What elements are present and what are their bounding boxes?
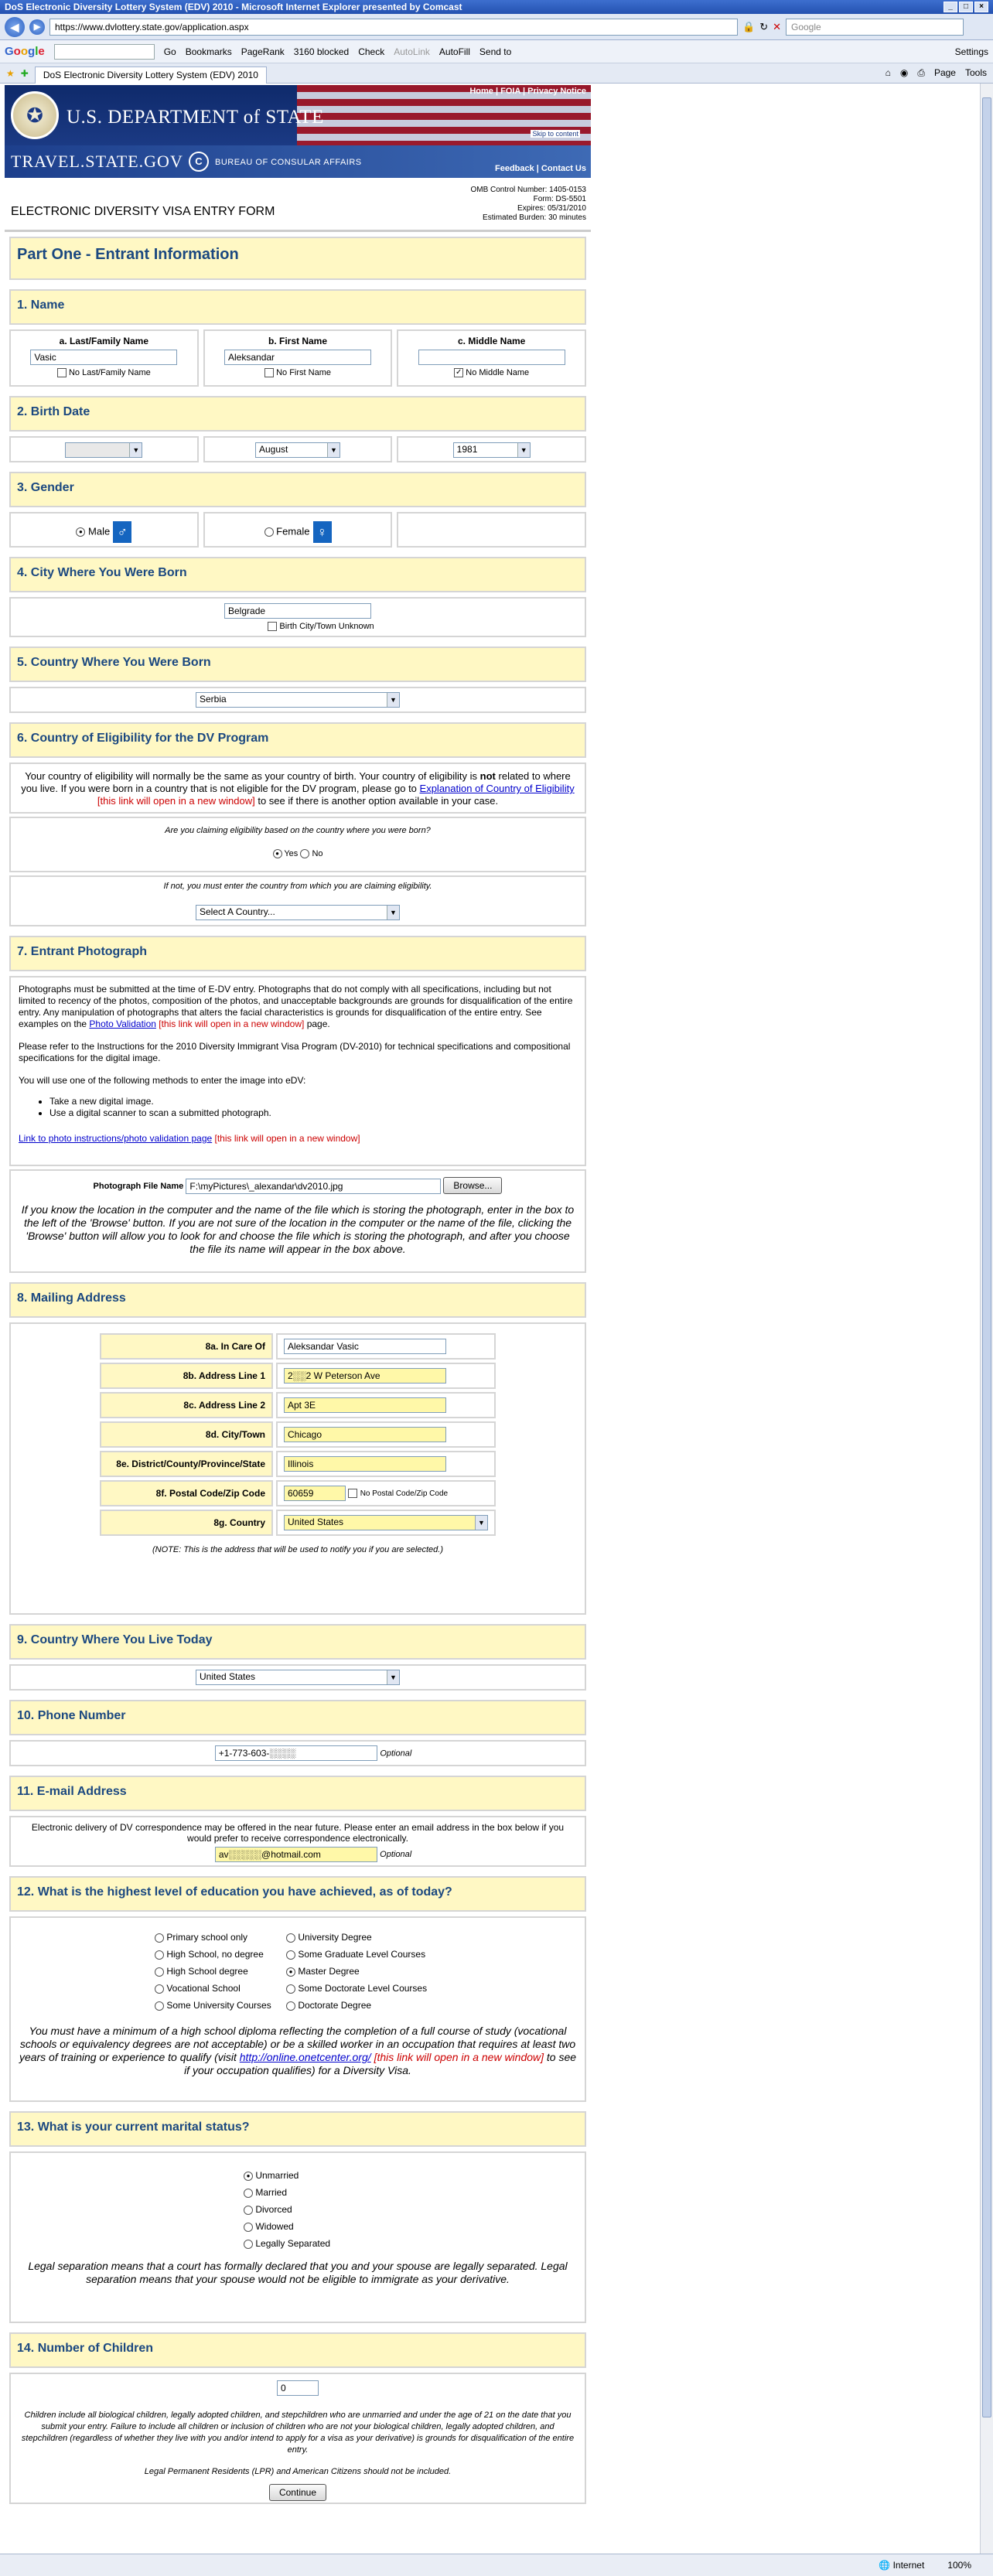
omb-line: OMB Control Number: 1405-0153 (470, 185, 586, 194)
toolbar-autolink[interactable]: AutoLink (394, 46, 430, 57)
marital-radio[interactable] (244, 2240, 253, 2249)
department-name: U.S. DEPARTMENT of STATE (67, 107, 324, 128)
birth-month-select[interactable] (255, 442, 340, 458)
chevron-down-icon: ▼ (387, 906, 399, 920)
toolbar-autofill[interactable]: AutoFill (438, 46, 470, 57)
section-phone-heading: 10. Phone Number (9, 1700, 586, 1735)
birth-month-cell (203, 436, 393, 462)
eligibility-yes-radio[interactable]: ● (273, 849, 282, 858)
google-toolbar (0, 40, 993, 63)
mailing-label: 8b. Address Line 1 (100, 1363, 273, 1389)
window-controls (944, 2, 988, 12)
education-note (19, 2025, 577, 2077)
in-care-of-input[interactable]: Aleksandar Vasic (284, 1339, 446, 1354)
section-birth-country-heading: 5. Country Where You Were Born (9, 647, 586, 682)
mailing-label: 8e. District/County/Province/State (100, 1451, 273, 1477)
education-option (155, 1932, 286, 1943)
birth-date-row (9, 436, 586, 462)
mailing-label: 8d. City/Town (100, 1421, 273, 1448)
education-option (155, 2000, 286, 2011)
home-icon[interactable]: ⌂ (885, 67, 891, 78)
birth-country-box (9, 687, 586, 713)
section-birth-city-heading: 4. City Where You Were Born (9, 557, 586, 592)
education-option (286, 1966, 441, 1977)
marital-label: Unmarried (255, 2170, 299, 2181)
marital-radio[interactable] (244, 2189, 253, 2198)
no-last-name-checkbox[interactable] (57, 368, 67, 377)
feedback-links[interactable]: Feedback | Contact Us (495, 164, 586, 173)
gender-male-cell (9, 512, 199, 548)
chevron-down-icon: ▼ (517, 443, 530, 457)
address-line-2-input[interactable]: Apt 3E (284, 1397, 446, 1413)
education-note-text: You must have a minimum of a high school diploma reflecting the completion of a full course of study (vocational schools or equivalency degrees are not acceptable) or be a skilled worker in an occupation that requires at least two years of training or experience to qualify (visit (19, 2025, 576, 2063)
skip-link[interactable]: Skip to content (532, 130, 578, 138)
children-text-2: Legal Permanent Residents (LPR) and American Citizens should not be included. (144, 2467, 452, 2476)
part-one-heading: Part One - Entrant Information (9, 237, 586, 280)
education-radio[interactable] (155, 1933, 164, 1943)
mailing-row (100, 1421, 496, 1448)
birth-month-value: August (259, 444, 288, 455)
photo-method-2: • Use a digital scanner to scan a submitted photograph. (49, 1107, 577, 1119)
no-first-name-checkbox[interactable] (264, 368, 274, 377)
birth-city-unknown-label: Birth City/Town Unknown (279, 622, 374, 631)
middle-name-input[interactable] (418, 350, 565, 365)
section-eligibility-heading: 6. Country of Eligibility for the DV Program (9, 722, 586, 758)
address-bar (0, 14, 993, 40)
section-name-heading: 1. Name (9, 289, 586, 325)
email-box (9, 1816, 586, 1867)
birth-city-box (9, 597, 586, 637)
state-input[interactable]: Illinois (284, 1456, 446, 1472)
mailing-value-cell (276, 1510, 496, 1536)
children-text: Children include all biological children, legally adopted children, and stepchildren who are unmarried and under the age of 21 on the date that you submit your entry. Failure to include all children or inclusion of children who are not your biological children, legally adopted children, and stepchildren (regardless of whether they live with you and/or intend to apply for a visa as your derivative) is grounds for disqualification of the entire entry. (21, 2411, 575, 2455)
photo-file-input[interactable]: F:\myPictures\_alexandar\dv2010.jpg (186, 1179, 441, 1194)
eligibility-text: Your country of eligibility will normally be the same as your country of birth. Your country of eligibility is (25, 770, 478, 782)
children-box (9, 2373, 586, 2504)
marital-radio[interactable] (244, 2223, 253, 2232)
mailing-row (100, 1451, 496, 1477)
zone-label: Internet (892, 2560, 925, 2571)
status-bar (0, 2554, 993, 2576)
consular-logo-icon: C (189, 152, 209, 172)
eligibility-question-box (9, 817, 586, 872)
education-label: Some Doctorate Level Courses (298, 1983, 428, 1994)
new-window-note: [this link will open in a new window] (214, 1133, 360, 1144)
email-optional: Optional (380, 1850, 412, 1860)
female-label: Female (276, 525, 310, 537)
add-favorite-icon[interactable]: ✚ (20, 67, 29, 79)
marital-option (244, 2235, 352, 2252)
education-radio[interactable] (155, 1967, 164, 1977)
mailing-value-cell (276, 1392, 496, 1418)
education-option (155, 1966, 286, 1977)
new-window-note: [this link will open in a new window] (97, 795, 255, 807)
photo-text-3: You will use one of the following methods to enter the image into eDV: (19, 1075, 306, 1086)
education-radio[interactable] (286, 1984, 295, 1994)
mailing-row (100, 1333, 496, 1360)
mailing-value-cell (276, 1421, 496, 1448)
phone-input[interactable]: +1-773-603-░░░░ (215, 1745, 377, 1761)
middle-name-cell (397, 329, 586, 387)
first-name-label: b. First Name (268, 336, 328, 346)
section-marital-heading: 13. What is your current marital status? (9, 2111, 586, 2147)
toolbar-pagerank[interactable]: PageRank (241, 46, 285, 57)
education-box (9, 1916, 586, 2102)
birth-day-cell (9, 436, 199, 462)
refresh-icon[interactable]: ↻ (759, 20, 769, 32)
mailing-country-select[interactable] (284, 1515, 488, 1530)
phone-box (9, 1740, 586, 1766)
maximize-button[interactable]: □ (959, 2, 973, 12)
phone-optional: Optional (380, 1749, 412, 1759)
section-photo-heading: 7. Entrant Photograph (9, 936, 586, 971)
state-dept-banner (5, 85, 591, 178)
last-name-input[interactable]: Vasic (30, 350, 177, 365)
middle-name-label: c. Middle Name (458, 336, 526, 346)
mailing-note: (NOTE: This is the address that will be used to notify you if you are selected.) (152, 1545, 443, 1554)
photo-instructions-link[interactable]: Link to photo instructions/photo validation page (19, 1133, 213, 1144)
feeds-icon[interactable]: ◉ (899, 67, 909, 78)
education-label: Some University Courses (166, 2000, 271, 2011)
photo-text-1-end: page. (306, 1018, 330, 1029)
education-label: University Degree (298, 1932, 372, 1943)
birth-city-unknown-checkbox[interactable] (268, 622, 277, 631)
internet-zone (879, 2560, 924, 2571)
live-country-select[interactable] (196, 1670, 400, 1685)
live-country-box (9, 1664, 586, 1691)
marital-label: Legally Separated (255, 2238, 331, 2249)
chevron-down-icon: ▼ (327, 443, 340, 457)
mailing-label: 8a. In Care Of (100, 1333, 273, 1360)
continue-button[interactable]: Continue (269, 2484, 326, 2501)
education-radio[interactable] (286, 2001, 295, 2011)
toolbar-popup-blocked[interactable]: 3160 blocked (293, 46, 350, 57)
education-option (286, 1983, 441, 1994)
section-birth-date-heading: 2. Birth Date (9, 396, 586, 432)
toolbar-go[interactable]: Go (163, 46, 176, 57)
forward-button[interactable]: ▶ (29, 19, 45, 35)
new-window-note: [this link will open in a new window] (374, 2051, 544, 2063)
no-label: No (312, 849, 323, 858)
tab-bar (0, 63, 993, 84)
mailing-country-value: United States (288, 1517, 344, 1527)
lock-icon[interactable]: 🔒 (742, 20, 756, 32)
birth-city-input[interactable]: Belgrade (224, 603, 371, 619)
form-title: ELECTRONIC DIVERSITY VISA ENTRY FORM (11, 204, 275, 218)
email-text: Electronic delivery of DV correspondence may be offered in the near future. Please enter an email address in the box below if you would prefer to receive correspondence electronically. (31, 1822, 565, 1844)
eligibility-no-radio[interactable] (300, 849, 309, 858)
edv-page (5, 85, 591, 2507)
page-menu[interactable]: Page (933, 67, 956, 78)
marital-options (244, 2167, 352, 2252)
omb-info (470, 186, 591, 223)
section-education-heading: 12. What is the highest level of education you have achieved, as of today? (9, 1876, 586, 1912)
address-line-1-input[interactable]: 2░░2 W Peterson Ave (284, 1368, 446, 1384)
omb-line: Form: DS-5501 (533, 194, 586, 203)
marital-label: Widowed (255, 2221, 294, 2232)
photo-method-1: • Take a new digital image. (49, 1096, 577, 1107)
education-label: Master Degree (298, 1966, 360, 1977)
section-children-heading: 14. Number of Children (9, 2332, 586, 2368)
photo-text-1: Photographs must be submitted at the time of E-DV entry. Photographs that do not comply with all specifications, including but not limited to recency of the photos, composition of the photos, and unacceptable backgrounds are grounds for disqualification of the entire entry. Any manipulation of photographs that alters the facial characteristics is grounds for disqualification of the entire entry. See examples on the (19, 984, 573, 1029)
eligibility-country-box (9, 875, 586, 926)
photo-validation-link[interactable]: Photo Validation (89, 1018, 156, 1029)
birth-country-value: Serbia (200, 694, 227, 705)
education-label: Doctorate Degree (298, 2000, 372, 2011)
education-option (155, 1983, 286, 1994)
eligibility-country-value: Select A Country... (200, 906, 275, 917)
browse-button[interactable]: Browse... (443, 1177, 502, 1194)
mailing-label: 8c. Address Line 2 (100, 1392, 273, 1418)
mailing-value-cell (276, 1451, 496, 1477)
education-radio[interactable] (155, 2001, 164, 2011)
section-gender-heading: 3. Gender (9, 472, 586, 507)
no-postal-code-checkbox[interactable] (348, 1489, 357, 1498)
gender-female-cell (203, 512, 393, 548)
first-name-cell (203, 329, 393, 387)
first-name-input[interactable]: Aleksandar (224, 350, 371, 365)
email-input[interactable]: av░░░░░@hotmail.com (215, 1847, 377, 1862)
marital-label: Married (255, 2187, 288, 2198)
education-radio[interactable] (286, 1950, 295, 1960)
bureau-name: BUREAU OF CONSULAR AFFAIRS (215, 158, 362, 167)
google-logo: Google (5, 45, 45, 58)
mailing-box (9, 1322, 586, 1615)
print-icon[interactable]: ⎙ (917, 67, 925, 78)
scroll-thumb[interactable] (982, 97, 991, 2417)
education-label: Some Graduate Level Courses (298, 1949, 426, 1960)
marital-radio[interactable] (244, 2206, 253, 2215)
eligibility-info-box (9, 763, 586, 814)
travel-site-name: TRAVEL.STATE.GOV (11, 152, 183, 171)
postal-code-input[interactable]: 60659 (284, 1486, 346, 1501)
education-radio[interactable] (286, 1933, 295, 1943)
toolbar-sendto[interactable]: Send to (479, 46, 512, 57)
education-option (286, 1949, 441, 1960)
photo-instructions-box (9, 976, 586, 1166)
window-titlebar (0, 0, 993, 14)
eligibility-text-b: related to where you live. If you were born in a country that is not eligible for the DV program, please go to (21, 770, 571, 794)
education-label: High School, no degree (166, 1949, 264, 1960)
birth-year-select[interactable] (453, 442, 531, 458)
tools-menu[interactable]: Tools (964, 67, 987, 78)
toolbar-settings[interactable]: Settings (954, 46, 988, 57)
last-name-cell (9, 329, 199, 387)
education-label: High School degree (166, 1966, 248, 1977)
birth-country-select[interactable] (196, 692, 400, 708)
page-viewport (0, 84, 993, 2554)
section-mailing-heading: 8. Mailing Address (9, 1282, 586, 1318)
eligibility-country-instruction: If not, you must enter the country from which you are claiming eligibility. (163, 882, 432, 891)
top-links[interactable]: Home | FOIA | Privacy Notice (469, 87, 586, 96)
photo-upload-note: If you know the location in the computer and the name of the file which is storing the photograph, enter in the box to the left of the 'Browse' button. If you are not sure of the location in the computer or the name of the file, clicking the 'Browse' button will allow you to look for and choose the file which is storing the photograph, and after you choose the file its name will appear in the box above. (21, 1203, 575, 1256)
eligibility-not: not (479, 770, 496, 782)
children-count-input[interactable]: 0 (277, 2380, 319, 2396)
url-field[interactable]: https://www.dvlottery.state.gov/application.aspx (49, 19, 738, 36)
zoom-level[interactable]: 100% (947, 2560, 971, 2571)
marital-option (244, 2201, 352, 2218)
marital-option (244, 2218, 352, 2235)
toolbar-check[interactable]: Check (358, 46, 385, 57)
female-person-icon: ♀ (313, 521, 332, 543)
gender-empty-cell (397, 512, 586, 548)
name-row (9, 329, 586, 387)
chevron-down-icon: ▼ (475, 1516, 487, 1530)
onet-link[interactable]: http://online.onetcenter.org/ (239, 2051, 371, 2063)
marital-box (9, 2151, 586, 2323)
education-radio[interactable] (155, 1984, 164, 1994)
close-button[interactable]: × (974, 2, 988, 12)
form-header (5, 178, 591, 232)
marital-radio-selected[interactable]: ● (244, 2172, 253, 2181)
education-note-end: to see if your occupation qualifies) for a Diversity Visa. (184, 2051, 577, 2076)
female-radio[interactable] (264, 527, 274, 537)
mailing-row (100, 1510, 496, 1536)
photo-text-2: Please refer to the Instructions for the 2010 Diversity Immigrant Visa Program (DV-2010) for technical specifications and compositional specifications for the digital image. (19, 1041, 571, 1063)
state-seal-icon: ✪ (11, 91, 59, 139)
eligibility-link[interactable]: Explanation of Country of Eligibility (419, 783, 575, 794)
section-live-country-heading: 9. Country Where You Live Today (9, 1624, 586, 1660)
education-label: Vocational School (166, 1983, 241, 1994)
birth-day-select[interactable] (65, 442, 142, 458)
yes-label: Yes (284, 849, 299, 858)
minimize-button[interactable]: _ (944, 2, 957, 12)
tab-edv[interactable]: DoS Electronic Diversity Lottery System (EDV) 2010 (35, 67, 267, 84)
omb-line: Estimated Burden: 30 minutes (483, 213, 586, 222)
window-title: DoS Electronic Diversity Lottery System (EDV) 2010 - Microsoft Internet Explorer presented by Comcast (5, 2, 462, 12)
photo-upload-box (9, 1169, 586, 1273)
mailing-value-cell (276, 1363, 496, 1389)
education-label: Primary school only (166, 1932, 248, 1943)
no-first-name-label: No First Name (276, 368, 331, 377)
vertical-scrollbar[interactable] (980, 84, 993, 2554)
mailing-row (100, 1392, 496, 1418)
photo-file-label: Photograph File Name (93, 1182, 184, 1191)
education-radio-selected[interactable]: ● (286, 1967, 295, 1977)
education-option (286, 1932, 441, 1943)
mailing-table (97, 1330, 499, 1539)
marital-note: Legal separation means that a court has formally declared that you and your spouse are legally separated. Legal separation means that your spouse would not be eligible to immigrate as your derivative. (28, 2260, 568, 2285)
chevron-down-icon: ▼ (387, 1670, 399, 1684)
marital-option (244, 2167, 352, 2184)
mailing-row (100, 1480, 496, 1506)
mailing-value-cell (276, 1333, 496, 1360)
education-option (155, 1949, 286, 1960)
birth-year-value: 1981 (456, 444, 478, 455)
gender-row (9, 512, 586, 548)
toolbar-search-input[interactable] (54, 44, 155, 60)
marital-option (244, 2184, 352, 2201)
live-country-value: United States (200, 1671, 256, 1682)
marital-label: Divorced (255, 2204, 292, 2215)
mailing-value-cell (276, 1480, 496, 1506)
eligibility-country-select[interactable] (196, 905, 400, 920)
section-email-heading: 11. E-mail Address (9, 1776, 586, 1811)
male-label: Male (88, 525, 111, 537)
chevron-down-icon: ▼ (129, 443, 142, 457)
stop-icon[interactable]: ✕ (773, 20, 781, 32)
education-options (155, 1932, 441, 2011)
education-radio[interactable] (155, 1950, 164, 1960)
no-middle-name-checkbox[interactable]: ✓ (455, 368, 462, 377)
eligibility-text-c: to see if there is another option available in your case. (258, 795, 499, 807)
no-postal-code-label: No Postal Code/Zip Code (360, 1489, 449, 1499)
chevron-down-icon: ▼ (387, 693, 399, 707)
globe-icon: 🌐 (879, 2560, 891, 2571)
birth-year-cell (397, 436, 586, 462)
last-name-label: a. Last/Family Name (59, 336, 149, 346)
eligibility-question: Are you claiming eligibility based on the country where you were born? (165, 826, 431, 835)
search-input[interactable]: Google (786, 19, 964, 36)
no-last-name-label: No Last/Family Name (68, 368, 151, 377)
no-middle-name-label: No Middle Name (466, 368, 530, 377)
mailing-label: 8g. Country (100, 1510, 273, 1536)
toolbar-bookmarks[interactable]: Bookmarks (185, 46, 232, 57)
male-person-icon: ♂ (113, 521, 131, 543)
mailing-row (100, 1363, 496, 1389)
omb-line: Expires: 05/31/2010 (517, 203, 586, 213)
favorites-star-icon[interactable]: ★ (6, 67, 15, 79)
male-radio[interactable]: ● (76, 527, 85, 537)
back-button[interactable]: ◀ (5, 17, 25, 37)
city-town-input[interactable]: Chicago (284, 1427, 446, 1442)
new-window-note: [this link will open in a new window] (159, 1018, 305, 1029)
education-option (286, 2000, 441, 2011)
mailing-label: 8f. Postal Code/Zip Code (100, 1480, 273, 1506)
